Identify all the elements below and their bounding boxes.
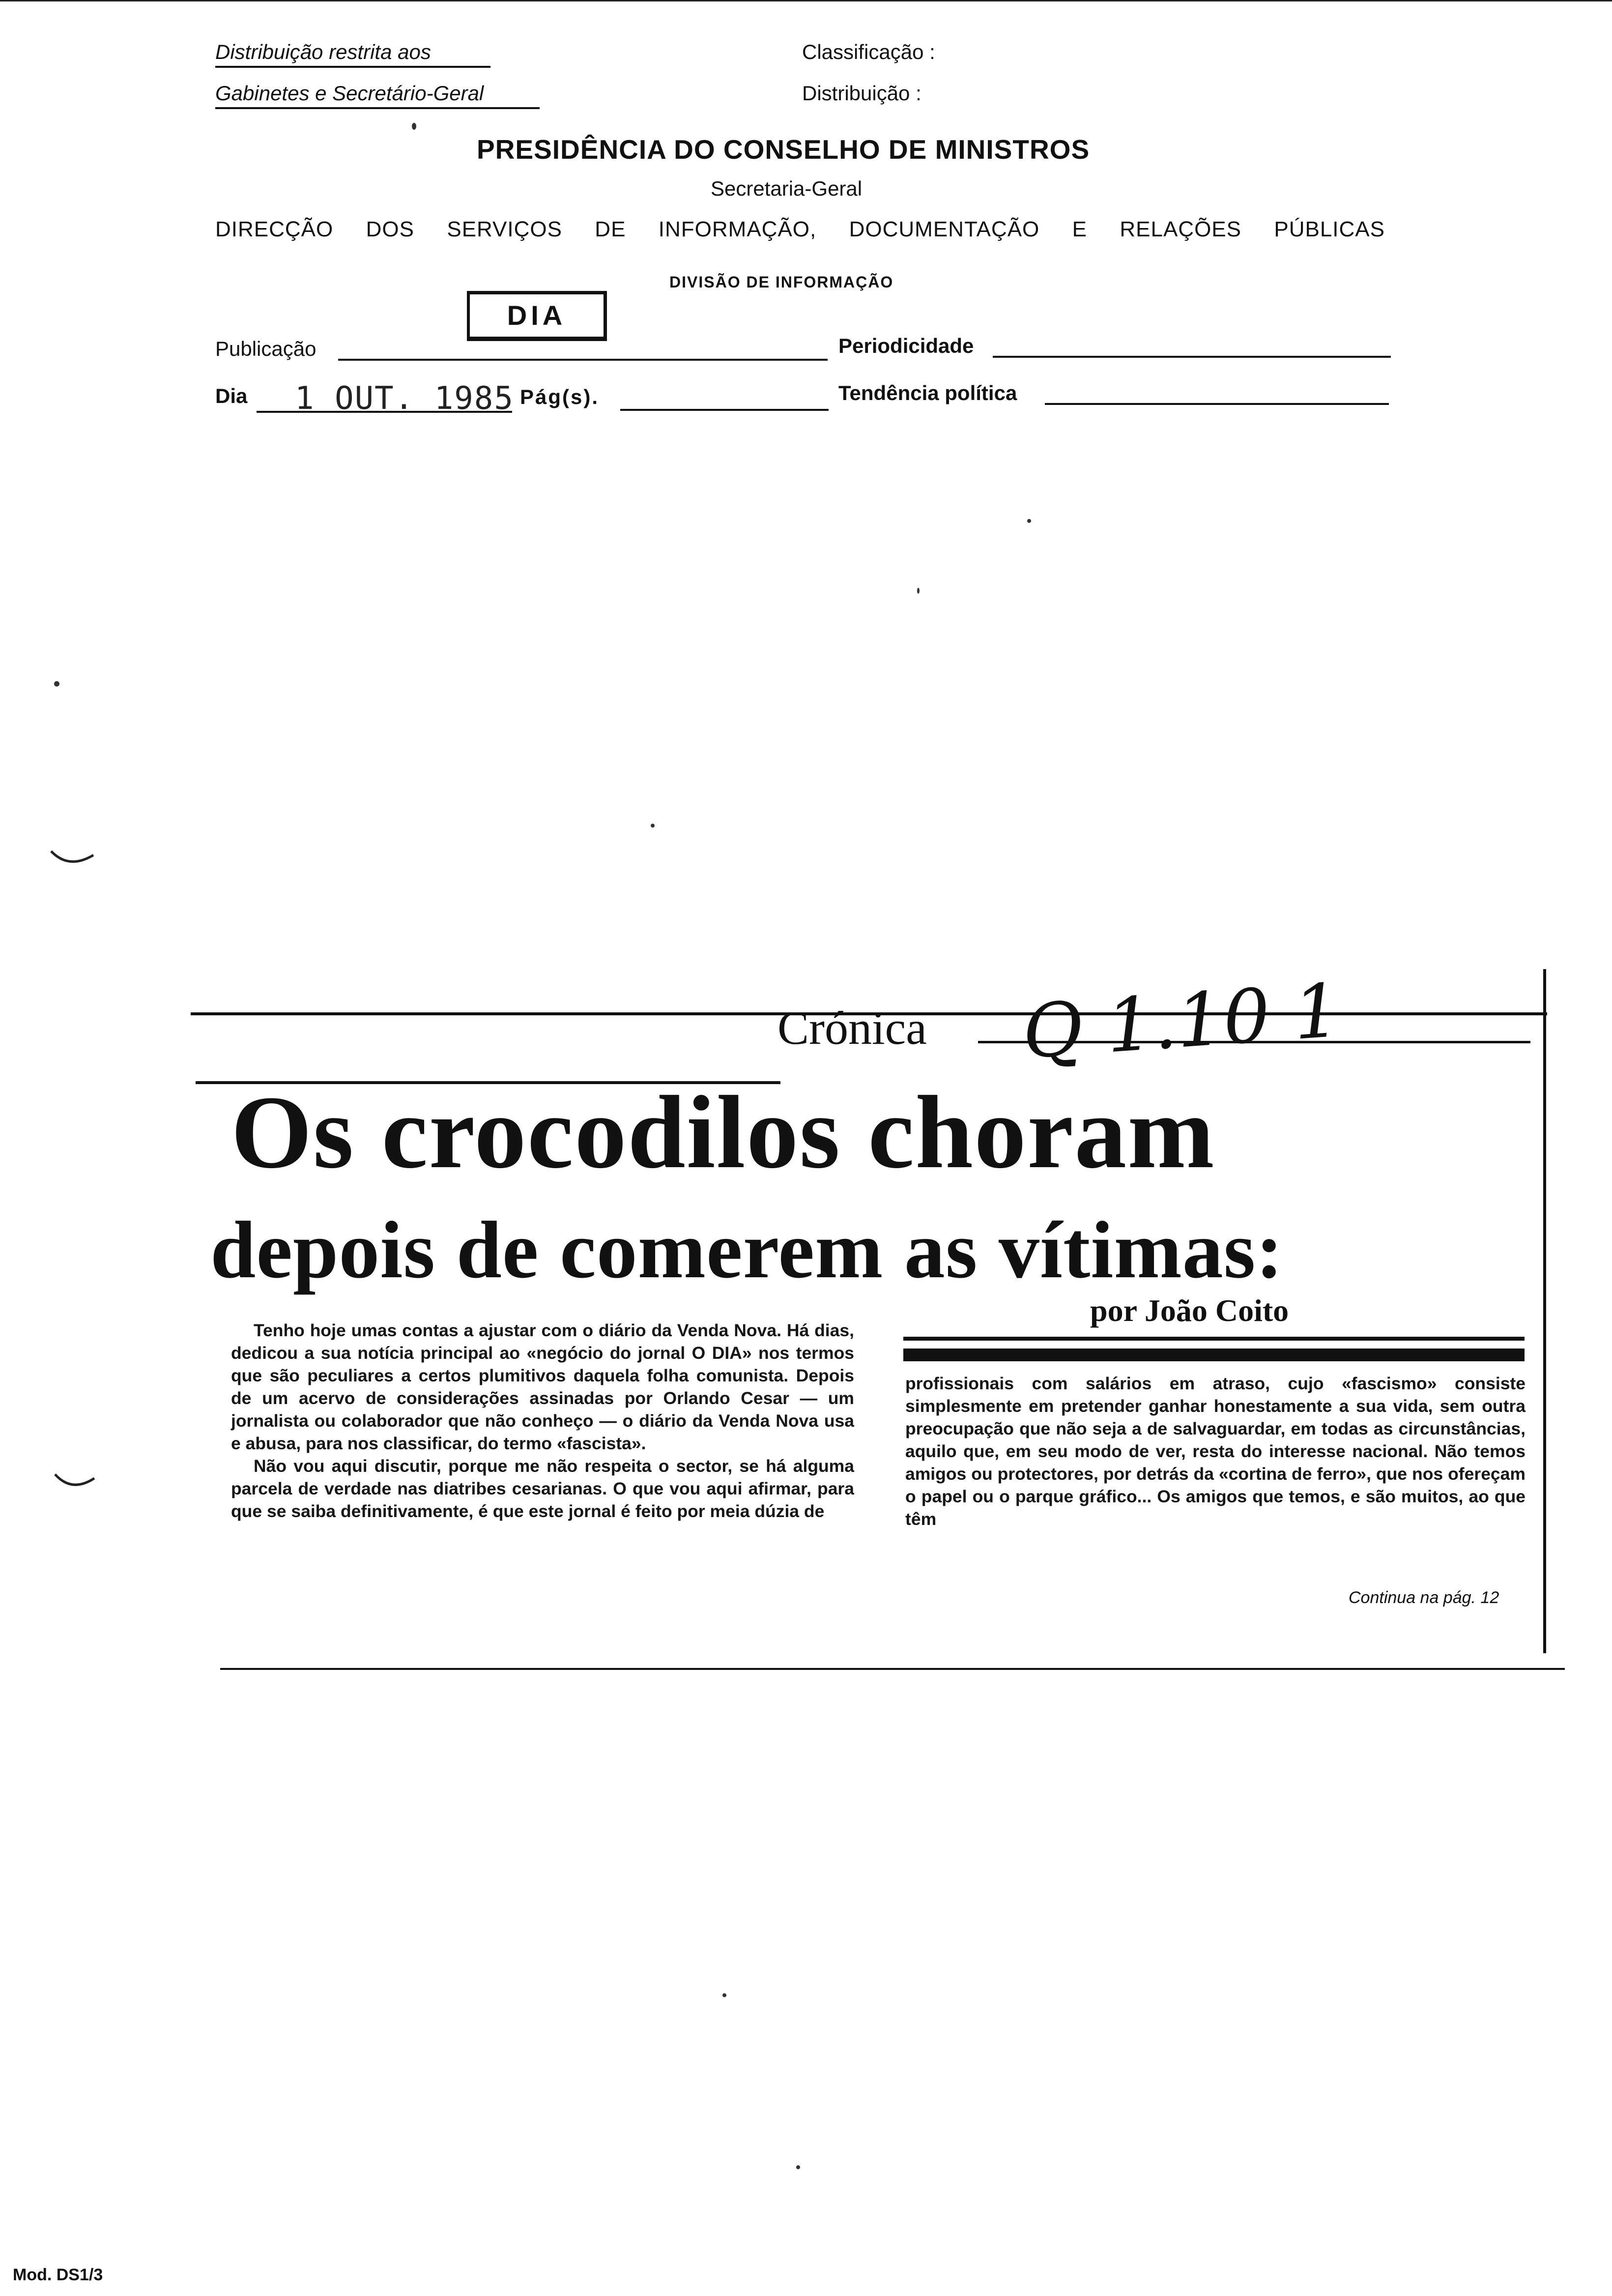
org-title: PRESIDÊNCIA DO CONSELHO DE MINISTROS [477,134,1090,165]
tendencia-field-line [1045,403,1389,405]
periodicidade-field-line [993,356,1391,358]
punch-hole-mark-2 [53,1471,97,1491]
byline: por João Coito [1090,1293,1289,1328]
directorate-title: DIRECÇÃO DOS SERVIÇOS DE INFORMAÇÃO, DOCUMENTAÇÃO E RELAÇÕES PÚBLICAS [215,217,1385,241]
division-label: DIVISÃO DE INFORMAÇÃO [669,273,894,291]
byline-rule-thick [903,1349,1525,1361]
publicacao-field-line [338,359,828,361]
classificacao-label: Classificação : [802,40,935,63]
handwritten-date-note: Q 1.10 1 [1019,968,1344,1076]
date-stamp: 1 OUT. 1985 [295,380,514,417]
column-1-paragraph-1: Tenho hoje umas contas a ajustar com o diário da Venda Nova. Há dias, dedicou a sua notícia principal ao «negócio do jornal O DIA» nos termos que são peculiares a certos plumitivos daquela folha comunista. Depois de um acervo de considerações assinadas por Orlando Cesar — um jornalista ou colaborador que não conheço — o diário da Venda Nova usa e abusa, para nos classificar, do termo «fascista». [231,1320,854,1453]
section-label: Crónica [777,1002,927,1054]
tendencia-label: Tendência política [838,381,1017,404]
scan-speck [722,1993,726,1997]
periodicidade-label: Periodicidade [838,334,974,357]
byline-rule-thin [903,1337,1525,1341]
top-edge-line [0,0,1612,1]
headline-line-2: depois de comerem as vítimas: [210,1205,1284,1295]
form-code: Mod. DS1/3 [13,2266,103,2284]
continued-note: Continua na pág. 12 [1349,1588,1499,1607]
punch-hole-mark-1 [49,848,96,868]
column-1-paragraph-2: Não vou aqui discutir, porque me não respeita o sector, se há alguma parcela de verdade nas diatribes cesarianas. O que vou aqui afirmar, para que se saiba definitivamente, é que este jornal é feito por meia dúzia de [231,1456,854,1521]
distribuicao-label: Distribuição : [802,82,921,105]
distribution-line-2: Gabinetes e Secretário-Geral [215,82,540,109]
article-column-2 [905,1372,1526,1530]
pags-field-line [620,409,829,411]
secretaria-label: Secretaria-Geral [711,177,863,200]
scan-speck [651,824,655,828]
scan-speck [917,588,920,594]
scan-speck [796,2165,800,2169]
dia-label: Dia [215,384,248,407]
distribution-line-1: Distribuição restrita aos [215,40,490,68]
clipping-right-border [1543,969,1546,1653]
publicacao-label: Publicação [215,337,317,360]
scan-speck [54,681,59,687]
pags-label: Pág(s). [520,385,600,408]
scan-speck [1027,519,1031,523]
column-2-paragraph-1: profissionais com salários em atraso, cujo «fascismo» consiste simplesmente em pretender ganhar honestamente a sua vida, sem outra preocupação que não seja a de salvaguardar, em todas as circunstâncias, aquilo que, em seu modo de ver, resta do interesse nacional. Não temos amigos ou protectores, por detrás da «cortina de ferro», que nos ofereçam o papel ou o parque gráfico... Os amigos que temos, e são muitos, ao que têm [905,1374,1526,1529]
ink-mark [412,123,416,130]
article-column-1 [231,1319,854,1522]
headline-line-1: Os crocodilos choram [231,1074,1215,1190]
clipping-bottom-rule [220,1668,1565,1670]
publication-stamp-box: DIA [467,291,607,341]
